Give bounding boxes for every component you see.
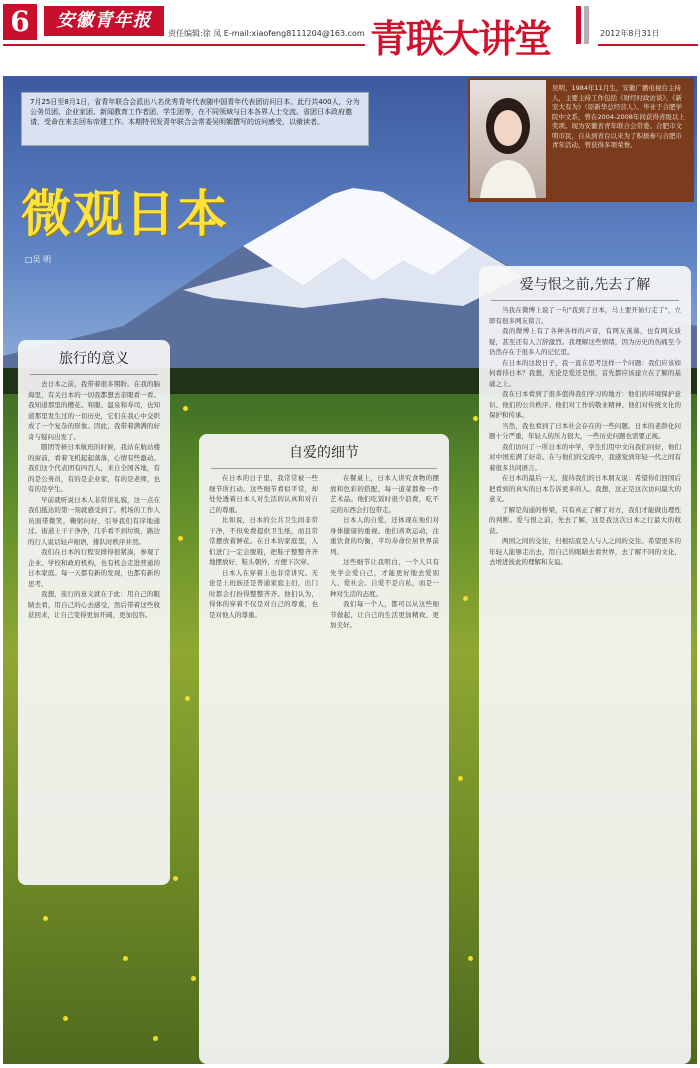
paragraph: 去日本之前，我带着很多期盼。在我的脑海里，有关日本的一切我都想去亲眼看一看。我知道那里的樱花、和服、温泉和寿司，也知道那里发生过的一切历史，它们在我心中交织成了一个复杂的形象。因此，我带着满满的好奇与疑问出发了。 bbox=[28, 380, 160, 441]
portrait-icon bbox=[470, 80, 546, 198]
column-title: 旅行的意义 bbox=[59, 351, 129, 367]
author-bio-box bbox=[468, 78, 694, 202]
page-header bbox=[0, 0, 700, 70]
header-rule bbox=[598, 44, 698, 46]
column-body bbox=[18, 375, 170, 625]
paragraph: 随团等候日本航班的时候，我站在航站楼的窗前，看着飞机起起落落，心情有些激动。我们这个代表团有四百人，来自全国各地，有的是公务员，有的是企业家，有的是老师，也有的是学生。 bbox=[28, 443, 160, 493]
paragraph: 我们每一个人，都可以从这些细节做起，让自己的生活更加精致、更加美好。 bbox=[330, 600, 439, 629]
paragraph: 在日本的日子里，我常常被一些细节所打动。这些细节看似平常，却处处透着日本人对生活的认真和对自己的尊重。 bbox=[209, 474, 318, 514]
paragraph: 日本人的自爱，还体现在他们对身体健康的重视。他们喜欢运动，注重饮食的均衡，平均寿命位居世界前列。 bbox=[330, 516, 439, 556]
paragraph: 比如说，日本的公共卫生间非常干净，不但免费提供卫生纸，而且常常摆放着鲜花。在日本的家庭里，人们进门一定会脱鞋，把鞋子整整齐齐地摆放好，鞋头朝外，方便下次穿。 bbox=[209, 516, 318, 566]
section-title: 青联大讲堂 bbox=[370, 17, 551, 61]
paragraph: 在日本的最后一天，接待我们的日本朋友说：希望你们回国后把看到的真实的日本告诉更多的人。我想，这正是这次访问最大的意义。 bbox=[489, 474, 681, 503]
flag-icon bbox=[576, 6, 592, 46]
author-bio-text: 吴明，1984年11月生，安徽广播电视台主持人，主要主持工作包括《财经时政访谈》、《新安大有为》（原新华总经营人）。毕业于合肥学院中文系，曾在2004-2008年间获得省级以上奖项。现为安徽省青年联合会常委。合肥市文明市民，自从到省台以来为了积极参与合肥市青年活动，曾获得多项荣誉。 bbox=[552, 84, 685, 149]
column-title: 爱与恨之前,先去了解 bbox=[519, 277, 651, 293]
paragraph: 当我在微博上说了一句"我到了日本，马上要开始行走了"，立即有很多网友留言。 bbox=[489, 306, 681, 325]
paragraph: 了解是沟通的桥梁，只有真正了解了对方，我们才能做出理性的判断。爱与恨之前，先去了解，这是我这次日本之行最大的收获。 bbox=[489, 505, 681, 535]
paragraph: 早前就听说日本人非常讲礼貌，这一点在我们抵达的第一刻就感受到了。机场的工作人员面带微笑，鞠躬问好，引导我们有序地通过。街道上干干净净，几乎看不到垃圾，路边的行人说话轻声细语，排队时秩序井然。 bbox=[28, 495, 160, 546]
paragraph: 我的微博上有了各种各样的声音，有网友羡慕，也有网友质疑，甚至还有人言辞激烈。我理解这些情绪，因为历史的伤痛至今仍然存在于很多人的记忆里。 bbox=[489, 327, 681, 356]
page-number: 6 bbox=[3, 4, 37, 40]
article-column-1 bbox=[18, 340, 170, 885]
paragraph: 当然，我也看到了日本社会存在的一些问题。日本的老龄化问题十分严重，年轻人的压力很大，一些历史问题也需要正视。 bbox=[489, 421, 681, 440]
paragraph: 在日本的这段日子，我一直在思考这样一个问题：我们应该如何看待日本？我想，无论是爱还是恨，首先都应该建立在了解的基础之上。 bbox=[489, 358, 681, 388]
header-rule bbox=[3, 44, 365, 46]
paragraph: 这些细节让我明白，一个人只有先学会爱自己，才能更好地去爱别人、爱社会。自爱不是自私，而是一种对生活的态度。 bbox=[330, 558, 439, 598]
column-title: 自爱的细节 bbox=[289, 445, 359, 461]
article-column-3 bbox=[479, 266, 691, 1064]
author-byline: □吴 明 bbox=[25, 255, 52, 264]
intro-box: 7月25日至8月1日，省青年联合会派出八名优秀青年代表随中国青年代表团访问日本。此行共400人，分为公务员团、企业家团、新闻教育工作者团、学生团等，在不同领域与日本各界人士交流。省团日本政府邀请，受命在来去回布帝建工作。本期特刊发青年联合会常委吴明媚撰写的访问感受，以飨读者。 bbox=[21, 92, 369, 146]
column-body bbox=[199, 469, 449, 635]
paragraph: 我们在日本的行程安排得很紧凑，参观了企业、学校和政府机构，也有机会走进普通的日本家庭。每一天都有新的发现，也都有新的思考。 bbox=[28, 548, 160, 588]
paragraph: 我想，旅行的意义就在于此：用自己的眼睛去看，用自己的心去感受，然后带着这些收获回来，让自己变得更加开阔、更加包容。 bbox=[28, 590, 160, 619]
hero-photo bbox=[3, 76, 697, 1064]
editor-info: 责任编辑:徐 凤 E-mail:xiaofeng8111204@163.com bbox=[168, 29, 365, 38]
issue-date: 2012年8月31日 bbox=[600, 29, 660, 38]
paragraph: 我们访问了一所日本的中学，学生们用中文向我们问好，他们对中国充满了好奇。在与他们的交流中，我感觉到年轻一代之间有着很多共同语言。 bbox=[489, 442, 681, 472]
paragraph: 日本人在穿着上也非常讲究。无论是上班族还是普通家庭主妇，出门时都会打扮得整整齐齐。他们认为，得体的穿着不仅是对自己的尊重，也是对他人的尊重。 bbox=[209, 568, 318, 619]
article-column-2 bbox=[199, 434, 449, 1064]
paragraph: 两国之间的交往，归根结底是人与人之间的交往。希望更多的年轻人能够走出去，用自己的眼睛去看世界，去了解不同的文化，去增进彼此的理解和友谊。 bbox=[489, 537, 681, 566]
main-title: 微观日本 bbox=[21, 185, 229, 243]
newspaper-name: 安徽青年报 bbox=[44, 6, 164, 36]
author-photo bbox=[470, 80, 546, 198]
column-body bbox=[479, 301, 691, 572]
paragraph: 我在日本看到了很多值得我们学习的地方：他们的环境保护意识、他们的公共秩序、他们对工作的敬业精神、他们对传统文化的保护和传承。 bbox=[489, 390, 681, 419]
paragraph: 在餐桌上，日本人讲究食物的摆放和色彩的搭配，每一道菜都像一件艺术品。他们吃饭时很少浪费，吃不完的东西会打包带走。 bbox=[330, 474, 439, 514]
